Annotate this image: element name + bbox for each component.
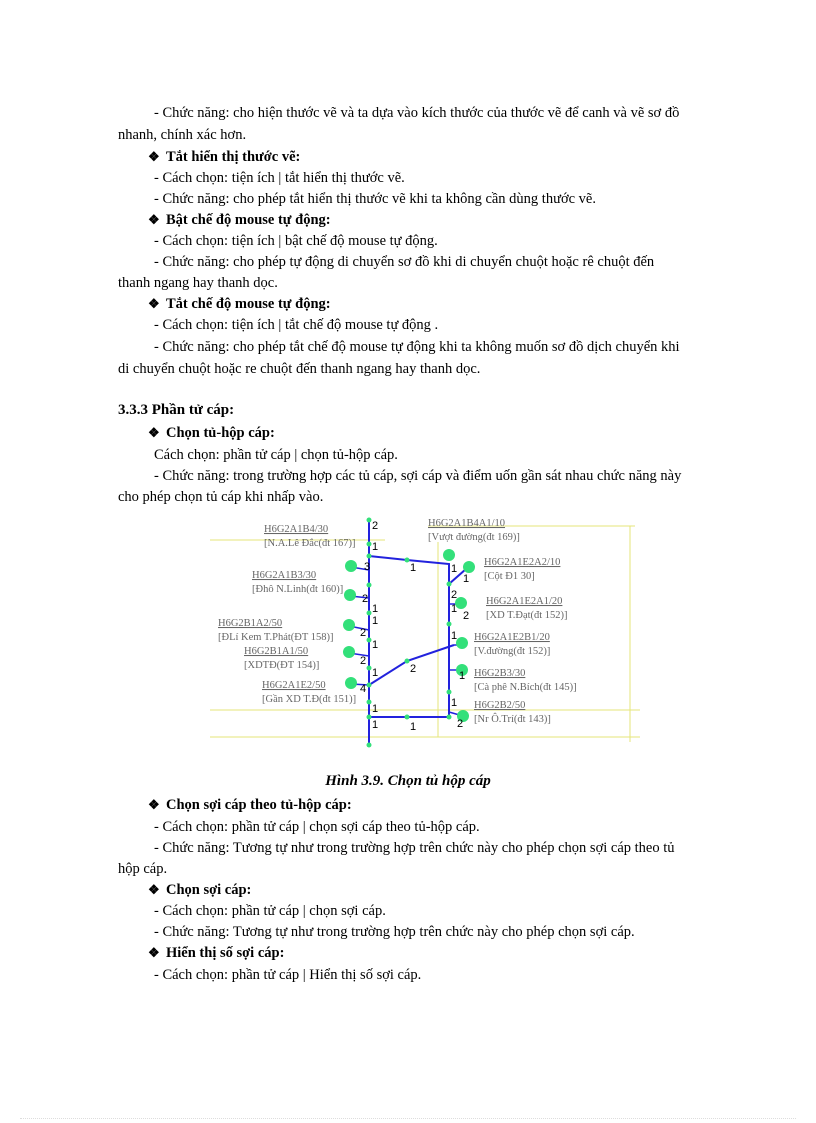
heading-hien-so-soi: ❖ Hiển thị số sợi cáp: [148,945,285,961]
fiber-count: 2 [451,589,458,601]
tat-mouse-chuc-nang: - Chức năng: cho phép tắt chế độ mouse tự động khi ta không muốn sơ đồ dịch chuyển khi [154,339,680,355]
diamond-bullet-icon: ❖ [148,296,160,311]
chon-tu-cach-chon: Cách chọn: phần tử cáp | chọn tủ-hộp cáp. [154,447,398,463]
bat-mouse-chuc-nang-cont: thanh ngang hay thanh dọc. [118,275,278,291]
fiber-count: 2 [410,663,417,675]
fiber-count: 1 [372,541,379,553]
label-code: H6G2A1E2B1/20 [474,632,550,643]
label-name: [XDTĐ(ĐT 154)] [244,660,320,671]
fiber-count: 1 [372,667,379,679]
cable-box-diagram [210,512,640,752]
bat-mouse-cach-chon: - Cách chọn: tiện ích | bật chế độ mouse tự động. [154,233,438,249]
heading-bat-mouse: ❖ Bật chế độ mouse tự động: [148,212,331,228]
section-heading-333: 3.3.3 Phần tử cáp: [118,402,235,418]
fiber-count: 1 [372,703,379,715]
fiber-count: 1 [459,670,466,682]
chon-tu-chuc-nang: - Chức năng: trong trường hợp các tủ cáp, sợi cáp và điểm uốn gần sát nhau chức năng này [154,468,682,484]
label-code: H6G2B3/30 [474,668,526,679]
tat-thuoc-cach-chon: - Cách chọn: tiện ích | tắt hiển thị thước vẽ. [154,170,405,186]
tat-thuoc-chuc-nang: - Chức năng: cho phép tắt hiển thị thước vẽ khi ta không cần dùng thước vẽ. [154,191,596,207]
label-name: [ĐLí Kem T.Phát(ĐT 158)] [218,632,334,643]
heading-chon-soi-theo-tu: ❖ Chọn sợi cáp theo tủ-hộp cáp: [148,797,352,813]
chon-soi-theo-tu-chuc-nang: - Chức năng: Tương tự như trong trường hợp trên chức này cho phép chọn sợi cáp theo tủ [154,840,675,856]
label-name: [Đhô N.Linh(đt 160)] [252,584,344,595]
page-bottom-rule [20,1118,796,1119]
diamond-bullet-icon: ❖ [148,149,160,164]
heading-chon-soi: ❖ Chọn sợi cáp: [148,882,252,898]
fiber-count: 2 [372,520,379,532]
bat-mouse-chuc-nang: - Chức năng: cho phép tự động di chuyển sơ đồ khi di chuyển chuột hoặc rê chuột đến [154,254,655,270]
fiber-count: 1 [451,603,458,615]
hien-so-cach-chon: - Cách chọn: phần tử cáp | Hiển thị số sợi cáp. [154,967,422,983]
label-name: [Vượt đường(đt 169)] [428,532,520,543]
label-name: [Cà phê N.Bích(đt 145)] [474,682,577,693]
diamond-bullet-icon: ❖ [148,945,160,960]
chon-soi-theo-tu-chuc-nang-cont: hộp cáp. [118,861,168,877]
fiber-count: 2 [362,593,369,605]
label-name: [N.A.Lê Đắc(đt 167)] [264,538,356,549]
chon-soi-theo-tu-cach-chon: - Cách chọn: phần tử cáp | chọn sợi cáp theo tủ-hộp cáp. [154,819,480,835]
fiber-count: 1 [463,573,470,585]
label-name: [Gần XD T.Đ(đt 151)] [262,694,357,705]
fiber-count: 1 [372,719,379,731]
heading-chon-tu-hop: ❖ Chọn tủ-hộp cáp: [148,425,275,441]
para-chuc-nang-thuoc-ve-cont: nhanh, chính xác hơn. [118,127,247,143]
tat-mouse-cach-chon: - Cách chọn: tiện ích | tắt chế độ mouse tự động . [154,317,439,333]
figure-caption: Hình 3.9. Chọn tủ hộp cáp [325,773,491,789]
fiber-count: 1 [410,562,417,574]
label-code: H6G2B2/50 [474,700,526,711]
fiber-count: 1 [372,615,379,627]
label-name: [V.đường(đt 152)] [474,646,551,657]
fiber-count: 1 [410,721,417,733]
fiber-count: 2 [463,610,470,622]
fiber-count: 2 [360,627,367,639]
chon-tu-chuc-nang-cont: cho phép chọn tủ cáp khi nhấp vào. [118,489,324,505]
fiber-count: 1 [372,603,379,615]
label-name: [XD T.Đạt(đt 152)] [486,610,568,621]
fiber-count: 1 [372,639,379,651]
tat-mouse-chuc-nang-cont: di chuyển chuột hoặc re chuột đến thanh ngang hay thanh dọc. [118,361,481,377]
fiber-count: 3 [364,561,371,573]
label-code: H6G2A1E2/50 [262,680,326,691]
diamond-bullet-icon: ❖ [148,425,160,440]
diamond-bullet-icon: ❖ [148,212,160,227]
chon-soi-cach-chon: - Cách chọn: phần tử cáp | chọn sợi cáp. [154,903,386,919]
label-code: H6G2A1E2A2/10 [484,557,561,568]
heading-tat-thuoc-ve: ❖ Tắt hiển thị thước vẽ: [148,149,301,165]
chon-soi-chuc-nang: - Chức năng: Tương tự như trong trường hợp trên chức này cho phép chọn sợi cáp. [154,924,635,940]
fiber-count: 1 [451,630,458,642]
label-code: H6G2A1B4/30 [264,524,329,535]
para-chuc-nang-thuoc-ve: - Chức năng: cho hiện thước vẽ và ta dựa vào kích thước của thước vẽ để canh và vẽ sơ đồ [154,105,680,121]
fiber-count: 1 [451,563,458,575]
label-code: H6G2B1A2/50 [218,618,283,629]
diamond-bullet-icon: ❖ [148,882,160,897]
label-name: [Nr Ô.Trí(đt 143)] [474,714,551,725]
label-code: H6G2A1E2A1/20 [486,596,563,607]
label-code: H6G2A1B4A1/10 [428,518,506,529]
fiber-count: 2 [457,718,464,730]
heading-tat-mouse: ❖ Tắt chế độ mouse tự động: [148,296,331,312]
diamond-bullet-icon: ❖ [148,797,160,812]
label-name: [Cột Đ1 30] [484,571,535,582]
node-labels-left [218,524,356,705]
fiber-count: 1 [451,697,458,709]
fiber-count: 4 [360,683,367,695]
fiber-count: 2 [360,655,367,667]
label-code: H6G2B1A1/50 [244,646,309,657]
label-code: H6G2A1B3/30 [252,570,317,581]
